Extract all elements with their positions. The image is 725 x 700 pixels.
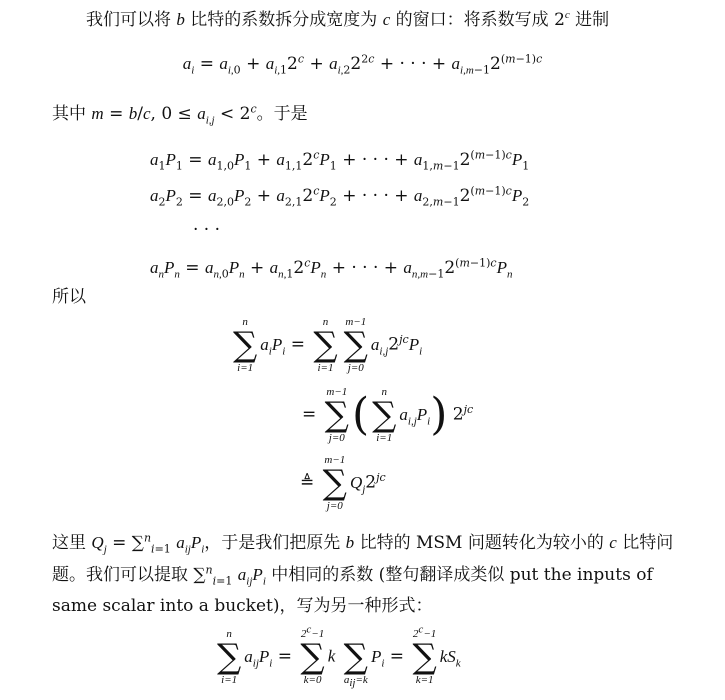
equation-sum-line-2: = m−1 ∑ j=0 ( n ∑ i=1 $a_{i,j}P_i$) $2^{jc}$ bbox=[302, 386, 474, 444]
sum-operator: n ∑ i=1 bbox=[313, 316, 338, 374]
sum-operator: n ∑ i=1 bbox=[217, 628, 242, 686]
equation-row-1: $a_1P_1 = a_{1,0}P_1 + a_{1,1}2^cP_1$ + · · · + $a_{1,m-1}2^{(m-1)c}P_1$ bbox=[150, 148, 530, 173]
paragraph-intro bbox=[52, 4, 682, 36]
sum-operator: m−1 ∑ j=0 bbox=[322, 454, 347, 512]
therefore-text: 所以 bbox=[52, 287, 86, 307]
sum-operator: n ∑ i=1 bbox=[372, 386, 397, 444]
bucket-text: 这里 $Q_j = \sum^n_{i=1}$ $a_{ij}P_i$，于是我们把原先 b 比特的 MSM 问题转化为较小的 c 比特问题。我们可以提取 ∑$^n_{i=1}$ $a_{ij}P_i$ 中相同的系数 (整句翻译成类似 put the inputs of same scalar into a bucket)，写为另一种形式： bbox=[52, 531, 674, 616]
equation-decomposition: $a_i = a_{i,0} + a_{i,1}2^c + a_{i,2}2^{2c}$ + · · · + $a_{i,m-1}2^{(m-1)c}$ bbox=[182, 52, 543, 77]
sum-operator: $2^c-1$ ∑ k=1 bbox=[412, 623, 437, 686]
equation-row-n: $a_nP_n = a_{n,0}P_n + a_{n,1}2^cP_n$ + · · · + $a_{n,m-1}2^{(m-1)c}P_n$ bbox=[150, 256, 513, 281]
equation-bucket: n ∑ i=1 $a_{ij}P_i$ = $2^c-1$ ∑ k=0 k ∑ $a_{ij}=k$ $P_i$ = $2^c-1$ ∑ k=1 $kS_k$ bbox=[217, 623, 461, 690]
intro-text: 我们可以将 b 比特的系数拆分成宽度为 c 的窗口：将系数写成 2$^c$ 进制 bbox=[86, 9, 610, 30]
sum-operator: $2^c-1$ ∑ k=0 bbox=[300, 623, 325, 686]
equation-sum-line-3: ≜ m−1 ∑ j=0 $Q_j2^{jc}$ bbox=[300, 454, 386, 512]
sum-operator: ∑ $a_{ij}=k$ bbox=[343, 637, 368, 690]
where-text: 其中 m = b/c, $0 \le a_{i,j} < 2^c$。于是 bbox=[52, 102, 308, 127]
sum-operator: n ∑ i=1 bbox=[233, 316, 258, 374]
equation-row-ellipsis: · · · bbox=[193, 220, 221, 240]
paragraph-therefore bbox=[52, 282, 682, 313]
paragraph-bucket bbox=[52, 527, 682, 622]
sum-operator: m−1 ∑ j=0 bbox=[343, 316, 368, 374]
equation-row-2: $a_2P_2 = a_{2,0}P_2 + a_{2,1}2^cP_2$ + · · · + $a_{2,m-1}2^{(m-1)c}P_2$ bbox=[150, 184, 530, 209]
sum-operator: m−1 ∑ j=0 bbox=[324, 386, 349, 444]
paragraph-where bbox=[52, 98, 682, 130]
equation-sum-line-1: n ∑ i=1 $a_iP_i$ = n ∑ i=1 m−1 ∑ j=0 $a_{i,j}2^{jc}P_i$ bbox=[233, 316, 423, 374]
